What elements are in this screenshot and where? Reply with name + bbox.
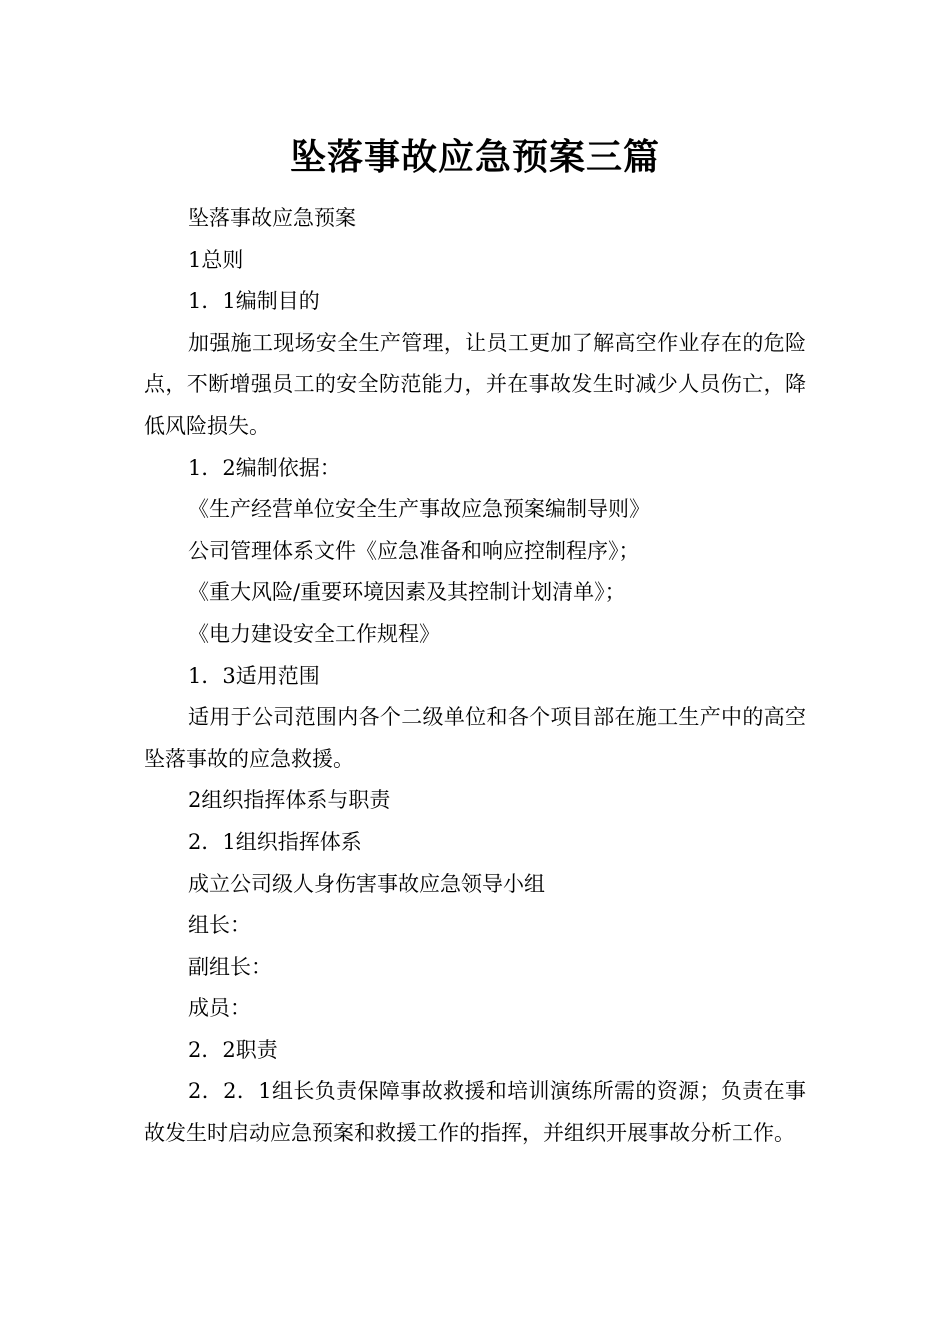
subsection-heading: 2．1组织指挥体系 [188, 829, 362, 854]
reference-item: 公司管理体系文件《应急准备和响应控制程序》； [188, 538, 640, 563]
body-paragraph: 加强施工现场安全生产管理，让员工更加了解高空作业存在的危险点，不断增强员工的安全防范能力，并在事故发生时减少人员伤亡，降低风险损失。 [144, 330, 806, 438]
section-heading: 1总则 [188, 247, 244, 272]
reference-item: 《生产经营单位安全生产事故应急预案编制导则》 [188, 497, 650, 522]
reference-item: 《电力建设安全工作规程》 [188, 621, 440, 646]
body-paragraph: 成立公司级人身伤害事故应急领导小组 [188, 871, 545, 896]
subsection-heading: 2．2职责 [188, 1037, 278, 1062]
subsection-heading: 1．1编制目的 [188, 289, 320, 314]
role-line: 组长： [188, 913, 251, 938]
subsection-heading: 1．3适用范围 [188, 663, 320, 688]
role-line: 副组长： [188, 954, 272, 979]
body-paragraph: 2．2．1组长负责保障事故救援和培训演练所需的资源；负责在事故发生时启动应急预案和救援工作的指挥，并组织开展事故分析工作。 [144, 1079, 806, 1146]
subsection-heading: 1．2编制依据： [188, 455, 341, 480]
reference-item: 《重大风险/重要环境因素及其控制计划清单》； [188, 580, 626, 605]
document-body [144, 198, 806, 1155]
role-line: 成员： [188, 996, 251, 1021]
body-paragraph: 适用于公司范围内各个二级单位和各个项目部在施工生产中的高空坠落事故的应急救援。 [144, 705, 806, 771]
section-heading: 2组织指挥体系与职责 [188, 788, 391, 813]
section-heading: 坠落事故应急预案 [188, 206, 356, 230]
document-title: 坠落事故应急预案三篇 [289, 137, 660, 178]
